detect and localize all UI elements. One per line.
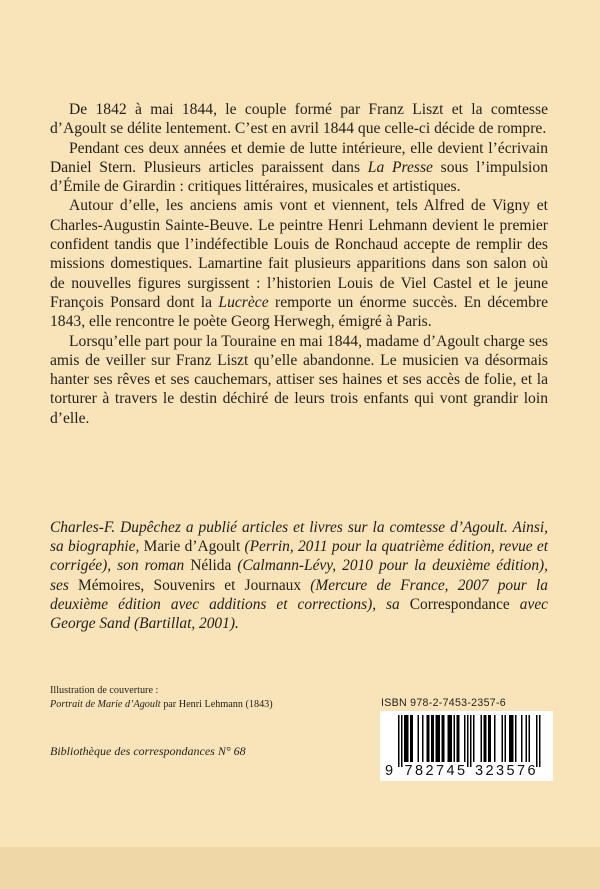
barcode-bar [512, 715, 514, 762]
barcode-bar [509, 715, 511, 762]
barcode-bar [439, 715, 441, 762]
barcode-digits [380, 763, 553, 781]
summary-paragraph-3 [50, 196, 548, 331]
bio-book-2: Nélida [190, 557, 232, 575]
barcode-bar [443, 715, 445, 762]
barcode-bar [431, 715, 433, 762]
cover-credit-label: Illustration de couverture : [50, 685, 159, 696]
barcode-bar [404, 715, 406, 762]
barcode-bar [502, 715, 504, 762]
barcode-bar [526, 715, 528, 762]
barcode-bar [428, 715, 430, 762]
cover-painting-author: par Henri Lehmann (1843) [160, 699, 273, 710]
isbn-label: ISBN 978-2-7453-2357-6 [381, 697, 506, 709]
bottom-band [0, 847, 600, 889]
bio-book-1: Marie d’Agoult [143, 538, 241, 556]
barcode-digit: 2 [485, 763, 494, 779]
newspaper-title: La Presse [367, 158, 433, 176]
barcode-bar [433, 715, 435, 762]
author-bio [50, 518, 548, 633]
barcode [380, 711, 553, 781]
barcode-bar [521, 715, 523, 762]
cover-credit-detail [50, 698, 273, 712]
barcode-bars [380, 711, 553, 767]
barcode-bar [412, 715, 414, 762]
barcode-bar [511, 715, 513, 762]
cover-painting-title: Portrait de Marie d’Agoult [50, 699, 161, 710]
barcode-guard-bar [536, 715, 538, 767]
barcode-guard-bar [470, 715, 472, 767]
barcode-bar [458, 715, 460, 762]
barcode-bar [442, 715, 444, 762]
summary-paragraph-1: De 1842 à mai 1844, le couple formé par Franz Liszt et la comtesse d’Agoult se délite lentement. C’est en avril 1844 que celle-ci décide de rompre. [50, 101, 548, 138]
bio-text-4: (Mercure de France, 2007 pour la deuxième édition avec additions et corrections), sa [50, 576, 548, 613]
bio-text-5: avec George Sand (Bartillat, 2001). [50, 595, 548, 633]
summary-paragraph-2-b: sous l’impulsion d’Émile de Girardin : critiques littéraires, musicales et artistiques. [50, 158, 548, 196]
barcode-digit: 5 [506, 763, 515, 779]
summary-paragraph-3-a: Autour d’elle, les anciens amis vont et viennent, tels Alfred de Vigny et Charles-Augustin Sainte-Beuve. Le peintre Henri Lehmann devient le premier confident tandis que l’indéfectible Louis de Ronchaud accepte de remplir des missions domestiques. Lamartine fait plusieurs apparitions dans son salon où de nouvelles figures surgissent : l’historien Louis de Viel Castel et le jeune François Ponsard dont la [50, 197, 548, 311]
barcode-digit: 7 [404, 763, 413, 779]
barcode-digit: 5 [457, 763, 466, 779]
barcode-bar [448, 715, 450, 762]
barcode-bar [488, 715, 490, 762]
bio-book-3: Mémoires, Souvenirs et Journaux [78, 576, 302, 594]
barcode-bar [427, 715, 429, 762]
barcode-digit: 9 [385, 763, 394, 779]
barcode-bar [457, 715, 459, 762]
summary-paragraph-2 [50, 139, 548, 197]
barcode-bar [422, 715, 424, 762]
barcode-digit: 3 [475, 763, 484, 779]
cover-credit [50, 684, 273, 712]
barcode-bar [484, 715, 486, 762]
barcode-bar [454, 715, 456, 762]
barcode-bar [529, 715, 531, 762]
bio-text-1: Charles-F. Dupêchez a publié articles et livres sur la comtesse d’Agoult. Ainsi, sa biographie, [50, 519, 548, 556]
barcode-bar [464, 715, 466, 762]
bio-text-2: (Perrin, 2011 pour la quatrième édition, revue et corrigée), son roman [50, 538, 549, 575]
barcode-digit: 7 [436, 763, 445, 779]
barcode-bar [449, 715, 451, 762]
barcode-bar [451, 715, 453, 762]
play-title: Lucrèce [218, 293, 269, 311]
barcode-bar [494, 715, 496, 762]
barcode-digit: 7 [517, 763, 526, 779]
barcode-bar [485, 715, 487, 762]
barcode-digit: 4 [446, 763, 455, 779]
barcode-guard-bar [539, 715, 541, 767]
series-label: Bibliothèque des correspondances N° 68 [50, 744, 246, 758]
barcode-bar [505, 715, 507, 762]
summary-text [50, 100, 548, 428]
barcode-bar [437, 715, 439, 762]
summary-paragraph-3-b: remporte un énorme succès. En décembre 1843, elle rencontre le poète Georg Herwegh, émigré à Paris. [50, 293, 548, 331]
barcode-guard-bar [398, 715, 400, 767]
bio-book-4: Correspondance [409, 595, 510, 613]
barcode-bar [407, 715, 409, 762]
barcode-bar [515, 715, 517, 762]
barcode-bar [418, 715, 420, 762]
barcode-bar [481, 715, 483, 762]
barcode-guard-bar [401, 715, 403, 767]
barcode-bar [473, 715, 475, 762]
barcode-guard-bar [467, 715, 469, 767]
barcode-digit: 8 [415, 763, 424, 779]
barcode-digit: 6 [527, 763, 536, 779]
bio-text-3: (Calmann-Lévy, 2010 pour la deuxième édition), ses [50, 557, 548, 594]
barcode-bar [436, 715, 438, 762]
summary-paragraph-4: Lorsqu’elle part pour la Touraine en mai 1844, madame d’Agoult charge ses amis de veiller sur Franz Liszt qu’elle abandonne. Le musicien va désormais hanter ses rêves et ses cauchemars, attiser ses haines et ses accès de folie, et la torturer à travers le destin déchiré de leurs trois enfants qui vont grandir loin d’elle. [50, 332, 548, 427]
barcode-bar [490, 715, 492, 762]
barcode-digit: 2 [425, 763, 434, 779]
barcode-bar [406, 715, 408, 762]
barcode-bar [410, 715, 412, 762]
barcode-digit: 3 [496, 763, 505, 779]
summary-paragraph-2-a: Pendant ces deux années et demie de lutte intérieure, elle devient l’écrivain Daniel Stern. Plusieurs articles paraissent dans [50, 139, 548, 176]
